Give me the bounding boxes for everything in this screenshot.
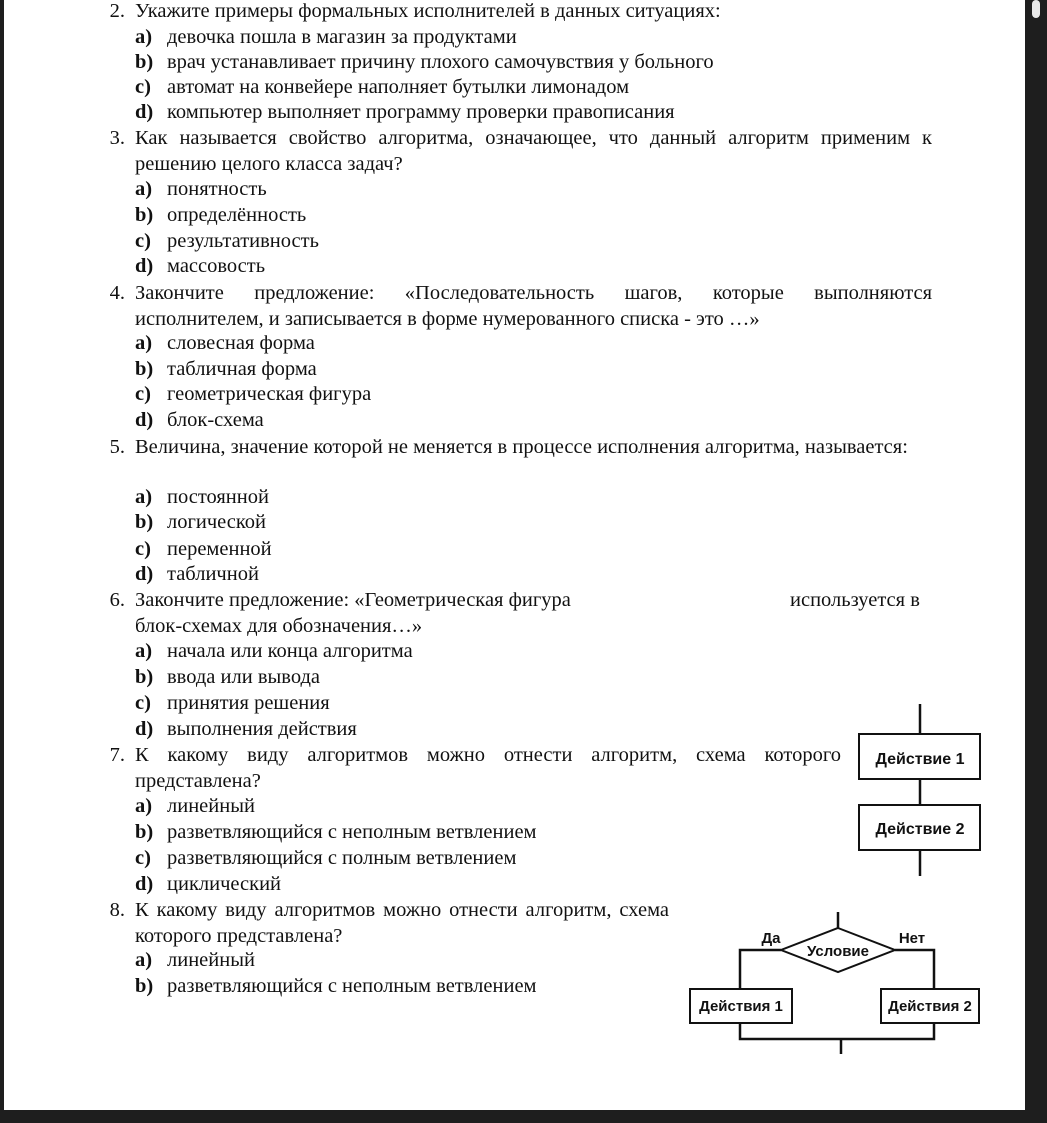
option-item: [135, 381, 371, 407]
option-text: геометрическая фигура: [167, 383, 372, 405]
option-item: [135, 509, 266, 535]
option-letter: b): [135, 511, 154, 533]
question-text-part3: блок-схемах для обозначения…»: [135, 615, 423, 637]
option-text: разветвляющийся с неполным ветвлением: [167, 821, 537, 843]
option-text: начала или конца алгоритма: [167, 640, 413, 662]
option-text: табличной: [167, 563, 259, 585]
option-item: [135, 330, 315, 356]
option-letter: c): [135, 383, 151, 405]
right-action-label: Действия 2: [888, 998, 972, 1015]
question-text: К какому виду алгоритмов можно отнести алгоритм, схема которого представлена?: [135, 899, 669, 947]
option-item: [135, 793, 255, 819]
option-item: [135, 819, 537, 845]
option-item: [135, 49, 714, 75]
option-text: разветвляющийся с неполным ветвлением: [167, 975, 537, 997]
question-text-part2: используется в: [790, 589, 920, 611]
option-item: [135, 845, 516, 871]
option-letter: a): [135, 486, 153, 508]
question-text: Укажите примеры формальных исполнителей в данных ситуациях:: [135, 0, 721, 22]
option-text: линейный: [167, 949, 255, 971]
option-item: [135, 176, 267, 202]
no-branch-line: [895, 950, 934, 989]
question-text: Закончите предложение: «Последовательность шагов, которые выполняются исполнителем, и записывается в форме нумерованного списка - это …»: [135, 282, 932, 330]
scrollbar-thumb[interactable]: [1032, 0, 1040, 18]
option-text: принятия решения: [167, 692, 330, 714]
option-text: постоянной: [167, 486, 269, 508]
action-box-2-label: Действие 2: [875, 821, 965, 838]
option-letter: d): [135, 255, 154, 277]
condition-label: Условие: [806, 943, 870, 960]
option-text: ввода или вывода: [167, 666, 321, 688]
option-item: [135, 664, 320, 690]
option-item: [135, 24, 517, 50]
option-letter: b): [135, 51, 154, 73]
left-action-label: Действия 1: [699, 998, 783, 1015]
option-letter: b): [135, 666, 154, 688]
option-letter: c): [135, 692, 151, 714]
option-text: блок-схема: [167, 409, 264, 431]
option-letter: c): [135, 847, 151, 869]
option-letter: c): [135, 538, 151, 560]
option-item: [135, 74, 629, 100]
option-text: словесная форма: [167, 332, 315, 354]
option-text: компьютер выполняет программу проверки правописания: [167, 101, 675, 123]
question-number: 2.: [109, 0, 125, 22]
yes-label: Да: [761, 930, 781, 947]
option-item: [135, 407, 264, 433]
option-item: [135, 973, 537, 999]
document-page: [4, 0, 1025, 1110]
option-item: [135, 202, 306, 228]
option-letter: c): [135, 76, 151, 98]
option-text: понятность: [167, 178, 267, 200]
option-letter: a): [135, 795, 153, 817]
option-text: массовость: [167, 255, 266, 277]
option-item: [135, 638, 413, 664]
option-letter: d): [135, 718, 154, 740]
question-text: Величина, значение которой не меняется в процессе исполнения алгоритма, называется:: [135, 436, 908, 458]
option-letter: c): [135, 230, 151, 252]
option-text: врач устанавливает причину плохого самочувствия у больного: [167, 51, 714, 73]
option-text: табличная форма: [167, 358, 317, 380]
option-letter: d): [135, 101, 154, 123]
option-text: автомат на конвейере наполняет бутылки лимонадом: [167, 76, 630, 98]
option-text: циклический: [167, 873, 282, 895]
option-text: логической: [167, 511, 267, 533]
question-number: 8.: [109, 899, 125, 921]
no-label: Нет: [898, 930, 926, 947]
option-letter: b): [135, 975, 154, 997]
option-item: [135, 536, 272, 562]
option-item: [135, 561, 259, 587]
question-text: Как называется свойство алгоритма, означающее, что данный алгоритм применим к решению целого класса задач?: [135, 127, 932, 175]
option-item: [135, 716, 357, 742]
question-number: 3.: [109, 127, 125, 149]
option-letter: b): [135, 821, 154, 843]
option-text: переменной: [167, 538, 272, 560]
option-text: девочка пошла в магазин за продуктами: [167, 26, 517, 48]
action-box-1-label: Действие 1: [875, 751, 965, 768]
option-letter: d): [135, 563, 154, 585]
question-number: 7.: [109, 744, 125, 766]
question-text: К какому виду алгоритмов можно отнести алгоритм, схема которого представлена?: [135, 744, 841, 792]
option-letter: d): [135, 873, 154, 895]
option-item: [135, 356, 317, 382]
option-text: разветвляющийся с полным ветвлением: [167, 847, 517, 869]
yes-branch-line: [740, 950, 781, 989]
linear-flowchart: [850, 704, 990, 880]
question-number: 4.: [109, 282, 125, 304]
option-item: [135, 253, 265, 279]
option-letter: d): [135, 409, 154, 431]
option-text: результативность: [167, 230, 319, 252]
option-text: выполнения действия: [167, 718, 357, 740]
option-letter: a): [135, 178, 153, 200]
option-letter: a): [135, 332, 153, 354]
branching-flowchart: [684, 910, 984, 1060]
option-text: линейный: [167, 795, 255, 817]
option-item: [135, 871, 281, 897]
option-letter: b): [135, 358, 154, 380]
merge-line: [740, 1023, 934, 1039]
question-number: 5.: [109, 436, 125, 458]
option-letter: a): [135, 26, 153, 48]
question-text-part1: Закончите предложение: «Геометрическая фигура: [135, 589, 571, 611]
option-item: [135, 484, 269, 510]
option-item: [135, 947, 255, 973]
option-text: определённость: [167, 204, 307, 226]
option-item: [135, 690, 330, 716]
option-letter: b): [135, 204, 154, 226]
option-letter: a): [135, 949, 153, 971]
option-item: [135, 99, 675, 125]
option-letter: a): [135, 640, 153, 662]
question-number: 6.: [109, 589, 125, 611]
option-item: [135, 228, 319, 254]
